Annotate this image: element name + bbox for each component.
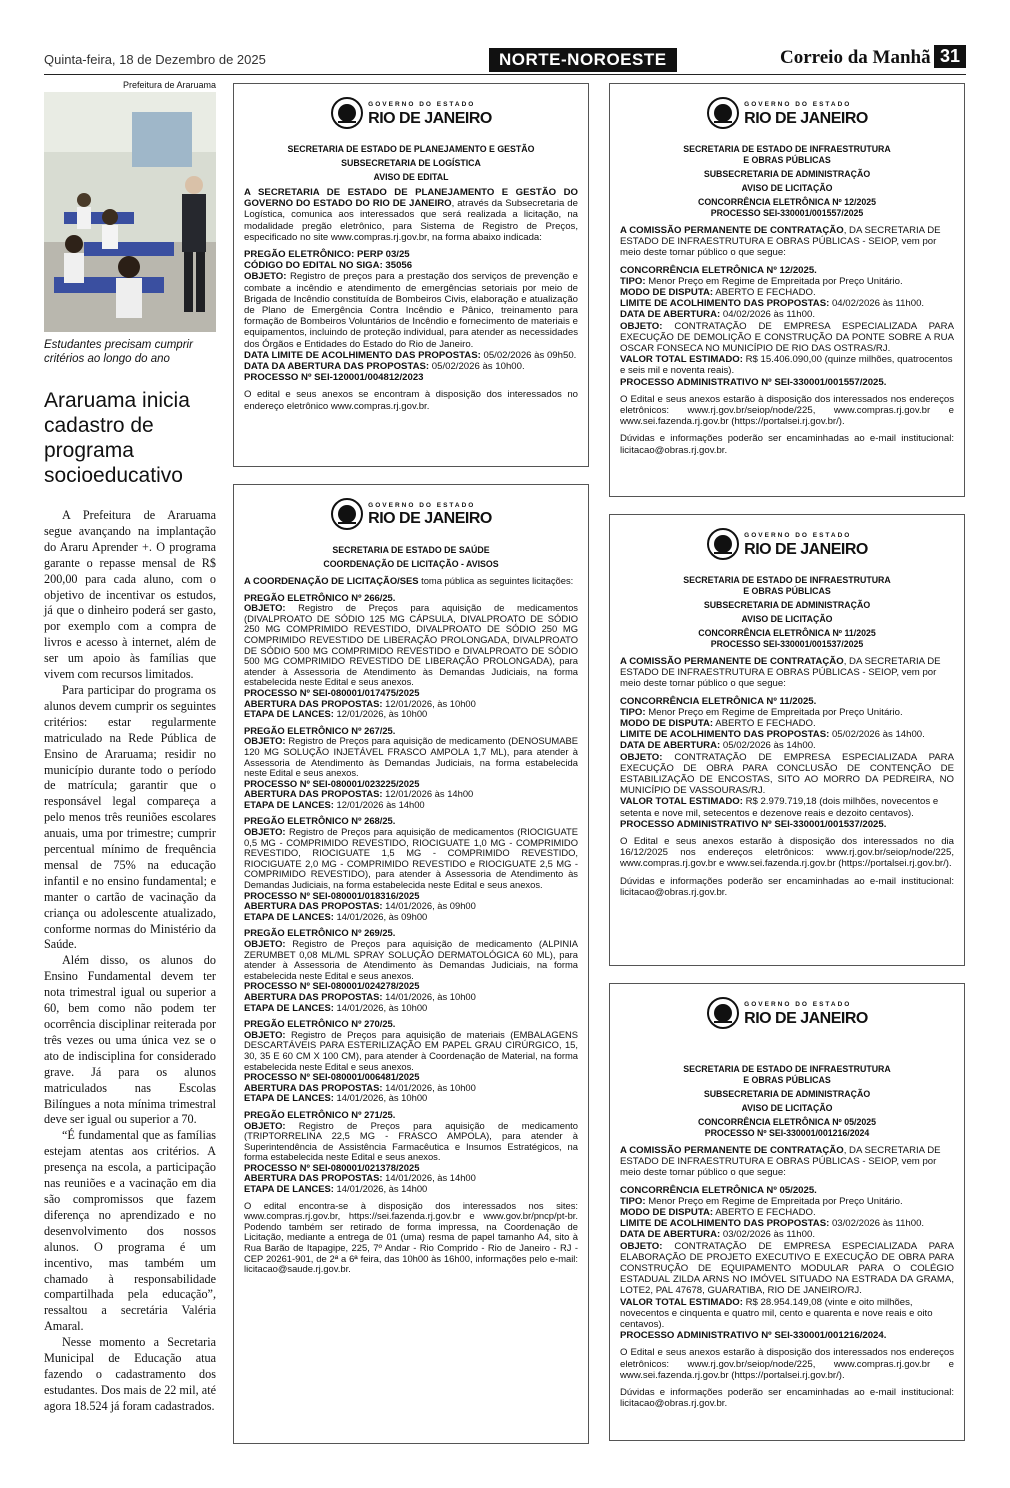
rj-logo: GOVERNO DO ESTADO RIO DE JANEIRO bbox=[620, 996, 954, 1030]
article-paragraph: Para participar do programa os alunos devem cumprir os seguintes critérios: estar regularmente matriculado na Rede Pública de Ensino de Araruama; residir no município durante todo o período de matrícula; garantir que o responsável legal compareça a pelo menos três reuniões escolares anuais, uma por trimestre; cumprir percentual mínimo de frequência mensal de 75% na educação infantil e no ensino fundamental; e manter o cartão de vacinação da criança ou adolescente atualizado, conforme normas do Ministério da Saúde. bbox=[44, 682, 216, 952]
page-number: 31 bbox=[934, 45, 966, 68]
rj-seal-icon bbox=[706, 527, 740, 561]
article-paragraph: Além disso, os alunos do Ensino Fundamental devem ter nota trimestral igual ou superior a 60, bem como não podem ter ocorrência disciplinar reiterada por três vezes ou uma única vez se o ato de indisciplina for considerado grave. Já para os alunos matriculados nas Escolas Bilíngues a nota mínima trimestral deve ser igual ou superior a 70. bbox=[44, 953, 216, 1127]
photo-caption: Estudantes precisam cumprir critérios ao longo do ano bbox=[44, 339, 193, 365]
rj-seal-icon bbox=[330, 96, 364, 130]
rj-logo: GOVERNO DO ESTADO RIO DE JANEIRO bbox=[620, 527, 954, 561]
article-paragraph: A Prefeitura de Araruama segue avançando na implantação do Araru Aprender +. O programa garante o repasse mensal de R$ 200,00 para cada aluno, com o objetivo de incentivar os estudos, já que o dinheiro poderá ser gasto, por exemplo com a compra de livros e acesso à internet, além de ser um apoio às famílias que vivem com recursos limitados. bbox=[44, 508, 216, 682]
rj-logo: GOVERNO DO ESTADO RIO DE JANEIRO bbox=[620, 96, 954, 130]
article-headline: Araruama inicia cadastro de programa socioeducativo bbox=[44, 389, 190, 487]
article-column bbox=[44, 80, 216, 1415]
rj-seal-icon bbox=[706, 996, 740, 1030]
article-paragraph: “É fundamental que as famílias estejam atentas aos critérios. A presença na escola, a participação nas reuniões e a vacinação em dia são compromissos que fazem diferença no aprendizado e no desenvolvimento dos nossos alunos. O programa é um incentivo, mas também um chamado à responsabilidade compartilhada pela educação”, ressaltou a secretária Valéria Amaral. bbox=[44, 1128, 216, 1334]
rj-logo: GOVERNO DO ESTADO RIO DE JANEIRO bbox=[244, 96, 578, 130]
issue-date: Quinta-feira, 18 de Dezembro de 2025 bbox=[44, 52, 266, 67]
notice-seiop-12: GOVERNO DO ESTADO RIO DE JANEIRO SECRETARIA DE ESTADO DE INFRAESTRUTURA E OBRAS PÚBLICAS SUBSECRETARIA DE ADMINISTRAÇÃO AVISO DE LICITAÇÃO CONCORRÊNCIA ELETRÔNICA Nº 12/2025 PROCESSO SEI-330001/001557/2025 A COMISSÃO PERMANENTE DE CONTRATAÇÃO, DA SECRETARIA DE ESTADO DE INFRAESTRUTURA E OBRAS PÚBLICAS - SEIOP, vem por meio deste tornar público o que segue: CONCORRÊNCIA ELETRÔNICA Nº 12/2025. TIPO: Menor Preço em Regime de Empreitada por Preço Unitário. MODO DE DISPUTA: ABERTO E FECHADO. LIMITE DE ACOLHIMENTO DAS PROPOSTAS: 04/02/2026 às 11h00. DATA DE ABERTURA: 04/02/2026 às 11h00. OBJETO: CONTRATAÇÃO DE EMPRESA ESPECIALIZADA PARA EXECUÇÃO DE DEMOLIÇÃO E CONSTRUÇÃO DA PONTE SOBRE A RUA OSCAR FONSECA NO MUNICÍPIO DE RIO DAS OSTRAS/RJ. VALOR TOTAL ESTIMADO: R$ 15.406.090,00 (quinze milhões, quatrocentos e seis mil e noventa reais). PROCESSO ADMINISTRATIVO Nº SEI-330001/001557/2025. O Edital e seus anexos estarão à disposição dos interessados nos endereços eletrônicos: www.rj.gov.br/seiop/node/225, www.compras.rj.gov.br e www.sei.fazenda.rj.gov.br (https://portalsei.rj.gov.br/). Dúvidas e informações poderão ser encaminhadas ao e-mail institucional: licitacao@obras.rj.gov.br. bbox=[609, 83, 965, 497]
newspaper-name: Correio da Manhã bbox=[780, 47, 931, 68]
section-label: NORTE-NOROESTE bbox=[489, 48, 677, 72]
notice-saude: GOVERNO DO ESTADO RIO DE JANEIRO SECRETARIA DE ESTADO DE SAÚDE COORDENAÇÃO DE LICITAÇÃO - AVISOS A COORDENAÇÃO DE LICITAÇÃO/SES toma pública as seguintes licitações: PREGÃO ELETRÔNICO Nº 266/25. OBJETO: Registro de Preços para aquisição de medicamentos (DIVALPROATO DE SÓDIO 125 MG CÁPSULA, DIVALPROATO DE SÓDIO 250 MG COMPRIMIDO REVESTIDO, DIVALPROATO DE SÓDIO 250 MG COMPRIMIDO REVESTIDO DE LIBERAÇÃO PROLONGADA, DIVALPROATO DE SÓDIO 500 MG COMPRIMIDO REVESTIDO e DIVALPROATO DE SÓDIO 500 MG COMPRIMIDO REVESTIDO DE LIBERAÇÃO PROLONGADA), para atender à Assessoria de Atendimento às Demandas Judiciais, na forma estabelecida neste Edital e seus anexos. PROCESSO Nº SEI-080001/017475/2025 ABERTURA DAS PROPOSTAS: 12/01/2026, às 10h00 ETAPA DE LANCES: 12/01/2026, às 10h00 PREGÃO ELETRÔNICO Nº 267/25. OBJETO: Registro de Preços para aquisição de medicamento (DENOSUMABE 120 MG SOLUÇÃO INJETÁVEL FRASCO AMPOLA 1,7 ML), para atender à Assessoria de Atendimento às Demandas Judiciais, na forma estabelecida neste Edital e seus anexos. PROCESSO Nº SEI-080001/023225/2025 ABERTURA DAS PROPOSTAS: 12/01/2026 às 14h00 ETAPA DE LANCES: 12/01/2026 às 14h00 PREGÃO ELETRÔNICO Nº 268/25. OBJETO: Registro de Preços para aquisição de medicamentos (RIOCIGUATE 0,5 MG - COMPRIMIDO REVESTIDO, RIOCIGUATE 1,0 MG - COMPRIMIDO REVESTIDO, RIOCIGUATE 1,5 MG - COMPRIMIDO REVESTIDO, RIOCIGUATE 2,0 MG - COMPRIMIDO REVESTIDO e RIOCIGUATE 2,5 MG - COMPRIMIDO REVESTIDO), para atender à Assessoria de Atendimento às Demandas Judiciais, na forma estabelecida neste Edital e seus anexos. PROCESSO Nº SEI-080001/018316/2025 ABERTURA DAS PROPOSTAS: 14/01/2026, às 09h00 ETAPA DE LANCES: 14/01/2026, às 09h00 PREGÃO ELETRÔNICO Nº 269/25. OBJETO: Registro de Preços para aquisição de medicamento (ALPINIA ZERUMBET 0,08 ML/ML SPRAY SOLUÇÃO DERMATOLÓGICA 60 ML), para atender à Assessoria de Atendimento às Demandas Judiciais, na forma estabelecida neste Edital e seus anexos. PROCESSO Nº SEI-080001/024278/2025 ABERTURA DAS PROPOSTAS: 14/01/2026, às 10h00 ETAPA DE LANCES: 14/01/2026, às 10h00 PREGÃO ELETRÔNICO Nº 270/25. OBJETO: Registro de Preços para aquisição de materiais (EMBALAGENS DESCARTÁVEIS PARA ESTERILIZAÇÃO EM PAPEL GRAU CIRÚRGICO, 15, 30, 35 E 60 CM X 100 CM), para atender à Coordenação de Material, na forma estabelecida neste Edital e seus anexos. PROCESSO Nº SEI-080001/006481/2025 ABERTURA DAS PROPOSTAS: 14/01/2026, às 10h00 ETAPA DE LANCES: 14/01/2026, às 10h00 PREGÃO ELETRÔNICO Nº 271/25. OBJETO: Registro de Preços para aquisição de medicamento (TRIPTORRELINA 22,5 MG - FRASCO AMPOLA), para atender à Superintendência de Assistência Farmacêutica e Insumos Estratégicos, na forma estabelecida neste Edital e seus anexos. PROCESSO Nº SEI-080001/021378/2025 ABERTURA DAS PROPOSTAS: 14/01/2026, às 14h00 ETAPA DE LANCES: 14/01/2026, às 14h00 O edital encontra-se à disposição dos interessados nos sites: www.compras.rj.gov.br, https://sei.fazenda.rj.gov.br e www.gov.br/pncp/pt-br. Podendo também ser retirado de forma impressa, na Coordenação de Licitação, mediante a entrega de 01 (uma) resma de papel tamanho A4, sito à Rua Barão de Itapagipe, 225, 7º Andar - Rio Comprido - Rio de Janeiro - RJ - CEP 20261-901, de 2ª a 6ª feira, das 10h00 às 16h00, informações pelo e-mail: licitacao@saude.rj.gov.br. bbox=[233, 484, 589, 1444]
article-body bbox=[44, 508, 216, 1415]
rj-logo: GOVERNO DO ESTADO RIO DE JANEIRO bbox=[244, 497, 578, 531]
classroom-photo bbox=[44, 92, 216, 332]
notice-seiop-11: GOVERNO DO ESTADO RIO DE JANEIRO SECRETARIA DE ESTADO DE INFRAESTRUTURA E OBRAS PÚBLICAS SUBSECRETARIA DE ADMINISTRAÇÃO AVISO DE LICITAÇÃO CONCORRÊNCIA ELETRÔNICA Nº 11/2025 PROCESSO SEI-330001/001537/2025 A COMISSÃO PERMANENTE DE CONTRATAÇÃO, DA SECRETARIA DE ESTADO DE INFRAESTRUTURA E OBRAS PÚBLICAS - SEIOP, vem por meio deste tornar público o que segue: CONCORRÊNCIA ELETRÔNICA Nº 11/2025. TIPO: Menor Preço em Regime de Empreitada por Preço Unitário. MODO DE DISPUTA: ABERTO E FECHADO. LIMITE DE ACOLHIMENTO DAS PROPOSTAS: 05/02/2026 às 14h00. DATA DE ABERTURA: 05/02/2026 às 14h00. OBJETO: CONTRATAÇÃO DE EMPRESA ESPECIALIZADA PARA EXECUÇÃO DE OBRA PARA CONCLUSÃO DE CONTENÇÃO DE ESTABILIZAÇÃO DE ENCOSTAS, SITO AO MORRO DA PEDREIRA, NO MUNICÍPIO DE VASSOURAS/RJ. VALOR TOTAL ESTIMADO: R$ 2.979.719,18 (dois milhões, novecentos e setenta e nove mil, setecentos e dezenove reais e dezoito centavos). PROCESSO ADMINISTRATIVO Nº SEI-330001/001537/2025. O Edital e seus anexos estarão à disposição dos interessados no dia 16/12/2025 nos endereços eletrônicos: www.rj.gov.br/seiop/node/225, www.compras.rj.gov.br e www.sei.fazenda.rj.gov.br (https://portalsei.rj.gov.br/). Dúvidas e informações poderão ser encaminhadas ao e-mail institucional: licitacao@obras.rj.gov.br. bbox=[609, 514, 965, 966]
page-header bbox=[44, 44, 966, 75]
notice-planejamento: GOVERNO DO ESTADO RIO DE JANEIRO SECRETARIA DE ESTADO DE PLANEJAMENTO E GESTÃO SUBSECRETARIA DE LOGÍSTICA AVISO DE EDITAL A SECRETARIA DE ESTADO DE PLANEJAMENTO E GESTÃO DO GOVERNO DO ESTADO DO RIO DE JANEIRO, através da Subsecretaria de Logística, comunica aos interessados que será realizada a licitação, na modalidade pregão eletrônico, para Sistema de Registro de Preços, especificado no site www.compras.rj.gov.br, na forma abaixo indicada: PREGÃO ELETRÔNICO: PERP 03/25 CÓDIGO DO EDITAL NO SIGA: 35056 OBJETO: Registro de preços para a prestação dos serviços de prevenção e combate a incêndio e atendimento de emergências setoriais por meio de Brigada de Incêndio constituída de Bombeiros Civis, elaboração e atualização de Plano de Emergência Contra Incêndio e Pânico, treinamento para formação de Bombeiros Voluntários de Incêndio e fornecimento de materiais e equipamentos, incluindo de proteção individual, para atender as necessidades dos Órgãos e Entidades do Estado do Rio de Janeiro. DATA LIMITE DE ACOLHIMENTO DAS PROPOSTAS: 05/02/2026 às 09h50. DATA DA ABERTURA DAS PROPOSTAS: 05/02/2026 às 10h00. PROCESSO Nº SEI-120001/004812/2023 O edital e seus anexos se encontram à disposição dos interessados no endereço eletrônico www.compras.rj.gov.br. bbox=[233, 83, 589, 467]
notice-seiop-05: GOVERNO DO ESTADO RIO DE JANEIRO SECRETARIA DE ESTADO DE INFRAESTRUTURA E OBRAS PÚBLICAS SUBSECRETARIA DE ADMINISTRAÇÃO AVISO DE LICITAÇÃO CONCORRÊNCIA ELETRÔNICA Nº 05/2025 PROCESSO Nº SEI-330001/001216/2024 A COMISSÃO PERMANENTE DE CONTRATAÇÃO, DA SECRETARIA DE ESTADO DE INFRAESTRUTURA E OBRAS PÚBLICAS - SEIOP, vem por meio deste tornar público o que segue: CONCORRÊNCIA ELETRÔNICA Nº 05/2025. TIPO: Menor Preço em Regime de Empreitada por Preço Unitário. MODO DE DISPUTA: ABERTO E FECHADO. LIMITE DE ACOLHIMENTO DAS PROPOSTAS: 03/02/2026 às 11h00. DATA DE ABERTURA: 03/02/2026 às 11h00. OBJETO: CONTRATAÇÃO DE EMPRESA ESPECIALIZADA PARA ELABORAÇÃO DE PROJETO EXECUTIVO E EXECUÇÃO DE OBRA PARA CONSTRUÇÃO DE EQUIPAMENTO MODULAR PARA O COLÉGIO ESTADUAL ZILDA ARNS NO IMÓVEL SITUADO NA ESTRADA DA GRAMA, LOTE2, PAL 47678, GUARATIBA, RIO DE JANEIRO/RJ. VALOR TOTAL ESTIMADO: R$ 28.954.149,08 (vinte e oito milhões, novecentos e cinquenta e quatro mil, cento e quarenta e nove reais e oito centavos). PROCESSO ADMINISTRATIVO Nº SEI-330001/001216/2024. O Edital e seus anexos estarão à disposição dos interessados nos endereços eletrônicos: www.rj.gov.br/seiop/node/225, www.compras.rj.gov.br e www.sei.fazenda.rj.gov.br (https://portalsei.rj.gov.br/). Dúvidas e informações poderão ser encaminhadas ao e-mail institucional: licitacao@obras.rj.gov.br. bbox=[609, 983, 965, 1441]
photo-credit: Prefeitura de Araruama bbox=[122, 80, 216, 90]
article-paragraph: Nesse momento a Secretaria Municipal de Educação atua fazendo o cadastramento dos estudantes. Dos mais de 22 mil, até agora 18.524 já foram cadastrados. bbox=[44, 1335, 216, 1413]
rj-seal-icon bbox=[706, 96, 740, 130]
rj-seal-icon bbox=[330, 497, 364, 531]
